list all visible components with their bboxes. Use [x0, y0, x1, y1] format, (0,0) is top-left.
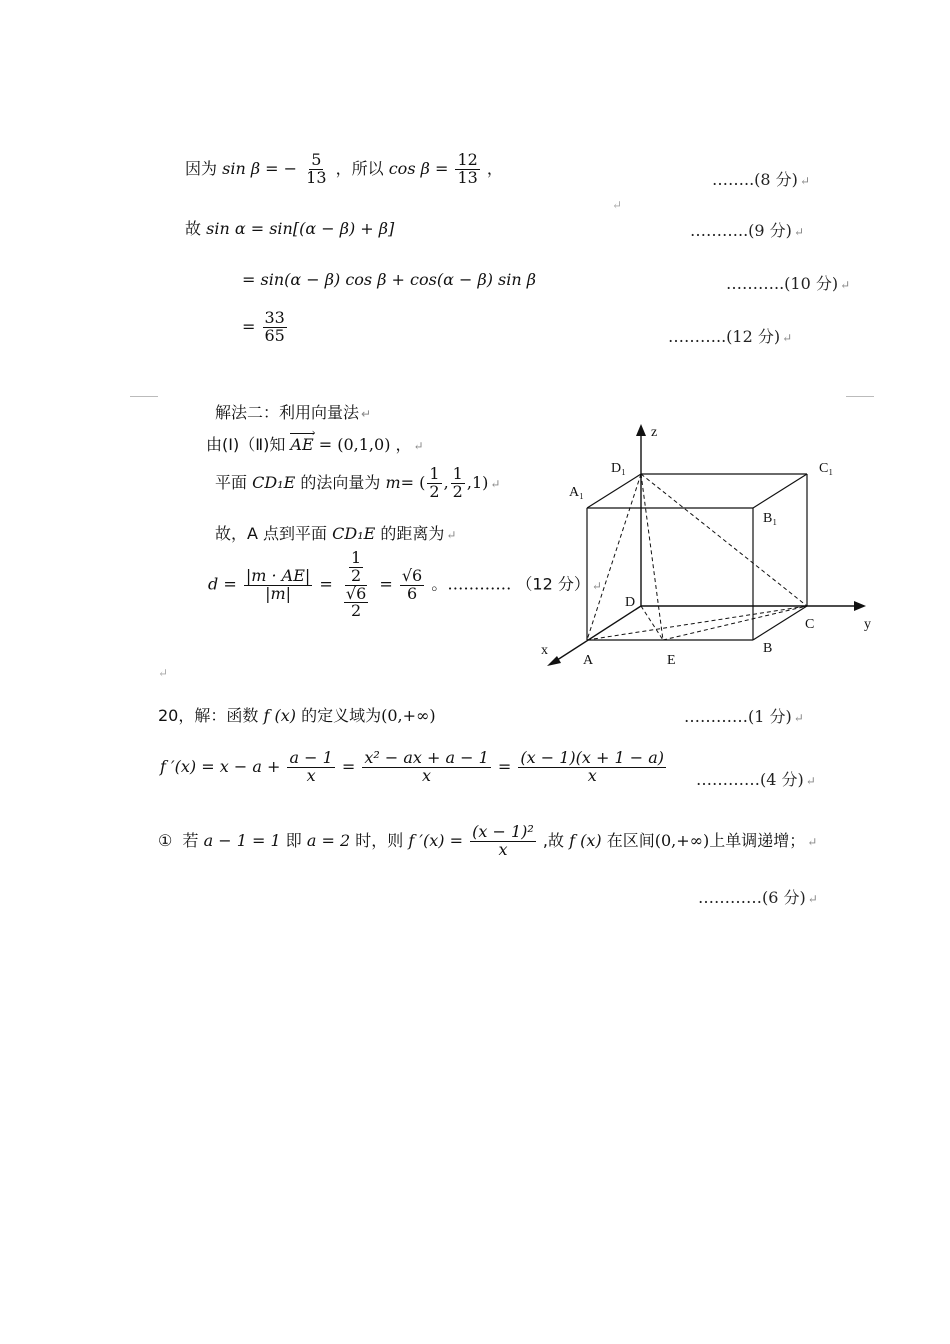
y-arrow [854, 601, 866, 611]
dash-e-c [663, 606, 807, 640]
fraction: $\frac{\text{x² − ax + a − 1}}{x}$ [364, 748, 489, 785]
fraction: $\frac{1}{2}$ [452, 464, 463, 501]
label-c: C [805, 617, 815, 632]
method-two-heading: 解法二：利用向量法 ↵ [215, 403, 372, 422]
label-z: z [651, 425, 658, 440]
return-mark: ↵ [158, 666, 169, 680]
cube-edges [587, 474, 807, 640]
label-b1: B₁ [763, 511, 778, 526]
label-a1: A₁ [569, 485, 584, 500]
fraction: $\frac{12}{13}$ [457, 150, 478, 187]
fraction: $\frac{1}{2}$ [429, 464, 440, 501]
line-result: = $\frac{33}{65}$ [242, 308, 285, 345]
line-expansion: = sin(α − β) cos β + cos(α − β) sin β [242, 270, 537, 289]
x-arrow [547, 656, 561, 666]
score-9: ………..(9 分) ↵ [690, 221, 804, 240]
q20-line: 20，解：函数 f (x) 的定义域为(0,+∞) [158, 706, 436, 725]
cube-diagram [535, 420, 895, 680]
line-distance-intro: 故，A 点到平面 CD₁E 的距离为 ↵ [215, 524, 457, 543]
dash-a-c [587, 606, 807, 640]
return-mark: ↵ [612, 198, 623, 212]
line-sin-beta: 因为 sin β = − $\frac{5}{13}$ ，所以 cos β = $\frac{12}{13}$ ， [185, 150, 503, 187]
case-one-line: ① 若 a − 1 = 1 即 a = 2 时，则 f ′(x) = $\frac{\text{(x − 1)²}}{x}$ ,故 f (x) 在区间(0,+∞)上单调递增； ↵ [158, 822, 818, 859]
vertex-labels [541, 425, 871, 668]
score-6: …………(6 分) ↵ [698, 888, 818, 907]
label-x: x [541, 643, 548, 658]
distance-formula: d = $\frac{|m \cdot AE|}{|m|}$ = $\frac{\frac{1}{2}}{\frac{√6}{2}}$ = $\frac{√6}{6}$ 。………… （12 分） ↵ [208, 548, 602, 621]
fraction: $\frac{5}{13}$ [306, 150, 327, 187]
label-y: y [864, 617, 871, 632]
label-d: D [625, 595, 636, 610]
label-e: E [667, 653, 676, 668]
dash-d-e [641, 606, 663, 640]
score-10: ………..(10 分) ↵ [726, 274, 851, 293]
label-a: A [583, 653, 594, 668]
score-8: ……..(8 分) ↵ [712, 170, 810, 189]
label-c1: C₁ [819, 461, 834, 476]
derivative-line: f ′(x) = x − a + $\frac{a - 1}{x}$ = $\frac{\text{x² − ax + a − 1}}{x}$ = $\frac{(x - 1)(x + 1 - a)}{x}$ [160, 748, 665, 785]
edge-c1-b1 [753, 474, 807, 508]
edge-d1-a1 [587, 474, 641, 508]
compound-fraction: $\frac{\frac{1}{2}}{\frac{√6}{2}}$ [345, 548, 367, 621]
dash-d1-e [641, 474, 663, 640]
dashed-lines [587, 474, 807, 640]
margin-marker-left [130, 396, 158, 397]
label-b: B [763, 641, 773, 656]
line-normal-vector: 平面 CD₁E 的法向量为 m= ( $\frac{1}{2}$ , $\frac{1}{2}$ ,1) ↵ [215, 464, 501, 501]
fraction: $\frac{a - 1}{x}$ [289, 748, 333, 785]
dash-d1-a [587, 474, 641, 640]
fraction: $\frac{\text{(x − 1)²}}{x}$ [472, 822, 534, 859]
score-4: …………(4 分) ↵ [696, 770, 816, 789]
line-ae-vector: 由(Ⅰ)（Ⅱ)知 › AE = (0,1,0) ， ↵ [206, 428, 424, 454]
score-1: …………(1 分) ↵ [684, 707, 804, 726]
score-12: ………..(12 分) ↵ [668, 327, 793, 346]
fraction: $\frac{33}{65}$ [264, 308, 285, 345]
fraction: $\frac{(x - 1)(x + 1 - a)}{x}$ [520, 748, 665, 785]
line-sin-alpha: 故 sin α = sin[(α − β) + β] [185, 219, 395, 238]
dash-d1-c [641, 474, 807, 606]
label-d1: D₁ [611, 461, 626, 476]
margin-marker-right [846, 396, 874, 397]
fraction: $\frac{√6}{6}$ [401, 565, 423, 603]
x-axis [551, 606, 641, 664]
fraction: $\frac{|m \cdot AE|}{|m|}$ [245, 565, 311, 603]
z-arrow [636, 424, 646, 436]
edge-b-c [753, 606, 807, 640]
